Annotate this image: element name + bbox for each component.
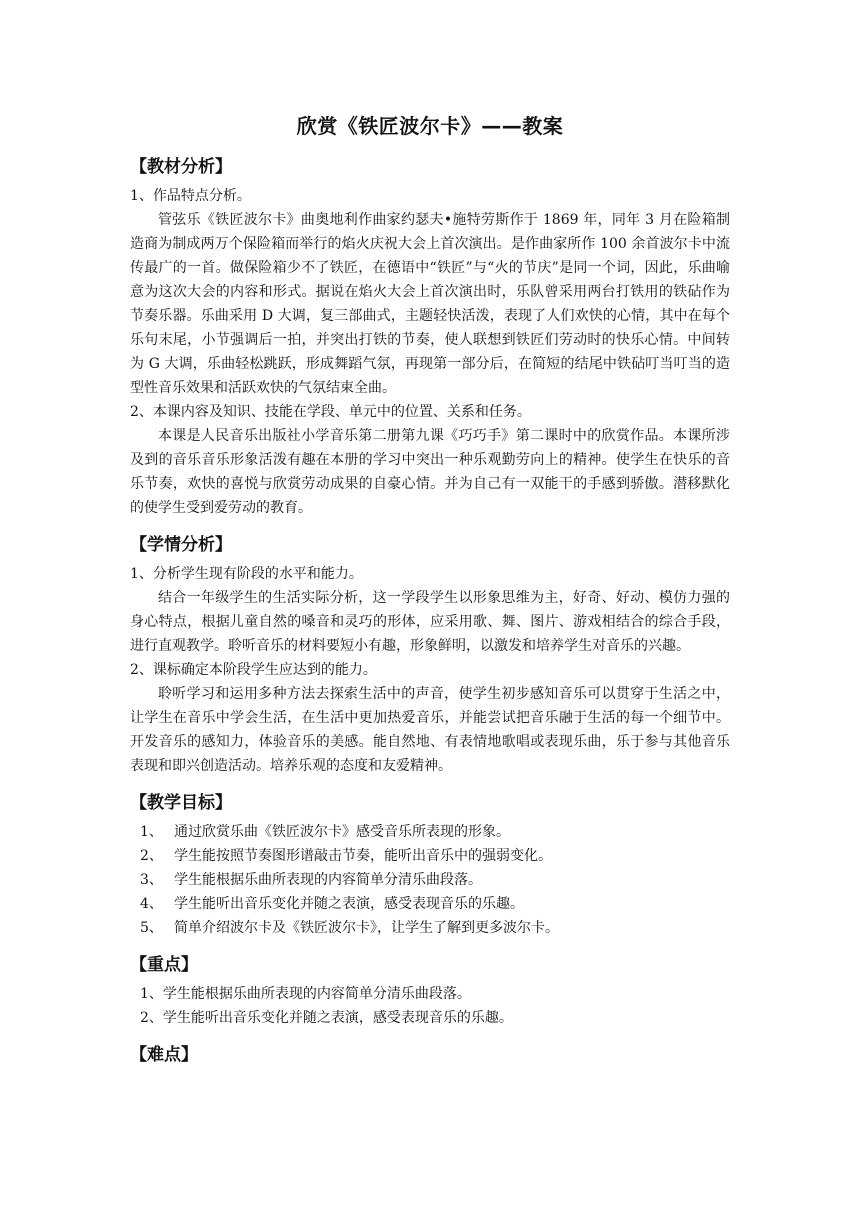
goal-text: 学生能听出音乐变化并随之表演，感受表现音乐的乐趣。 (174, 896, 524, 912)
students-item-2-label: 2、课标确定本阶段学生应达到的能力。 (130, 662, 377, 678)
students-item-1-paragraph: 结合一年级学生的生活实际分析，这一学段学生以形象思维为主，好奇、好动、模仿力强的身心特点，根据儿童自然的嗓音和灵巧的形体，应采用歌、舞、图片、游戏相结合的综合手段，进行直观教学。聆听音乐的材料要短小有趣，形象鲜明，以激发和培养学生对音乐的兴趣。 (130, 590, 730, 654)
section-heading-students: 【学情分析】 (130, 535, 232, 555)
students-item-1-label: 1、分析学生现有阶段的水平和能力。 (130, 566, 363, 582)
goal-item (130, 892, 730, 916)
textbook-item-2-paragraph: 本课是人民音乐出版社小学音乐第二册第九课《巧巧手》第二课时中的欣赏作品。本课所涉及到的音乐音乐形象活泼有趣在本册的学习中突出一种乐观勤劳向上的精神。使学生在快乐的音乐节奏，欢快的喜悦与欣赏劳动成果的自豪心情。并为自己有一双能干的手感到骄傲。潜移默化的使学生受到爱劳动的教育。 (130, 428, 730, 516)
document-title: 欣赏《铁匠波尔卡》——教案 (296, 114, 564, 138)
section-heading-difficult: 【难点】 (130, 1045, 198, 1065)
section-textbook-analysis (130, 154, 730, 520)
goal-item (130, 868, 730, 892)
document-page (130, 112, 730, 1072)
goal-item (130, 820, 730, 844)
textbook-item-1-paragraph: 管弦乐《铁匠波尔卡》曲奥地利作曲家约瑟夫•施特劳斯作于 1869 年，同年 3 月在险箱制造商为制成两万个保险箱而举行的焰火庆祝大会上首次演出。是作曲家所作 100 余首波尔卡中流传最广的一首。做保险箱少不了铁匠，在德语中“铁匠”与“火的节庆”是同一个词，因此，乐曲喻意为这次大会的内容和形式。据说在焰火大会上首次演出时，乐队曾采用两台打铁用的铁砧作为节奏乐器。乐曲采用 D 大调，复三部曲式，主题轻快活泼，表现了人们欢快的心情，其中在每个乐句末尾，小节强调后一拍，并突出打铁的节奏，使人联想到铁匠们劳动时的快乐心情。中间转为 G 大调，乐曲轻松跳跃，形成舞蹈气氛，再现第一部分后，在简短的结尾中铁砧叮当叮当的造型性音乐效果和活跃欢快的气氛结束全曲。 (130, 212, 730, 396)
goal-number: 4、 (140, 896, 163, 912)
goal-text: 简单介绍波尔卡及《铁匠波尔卡》，让学生了解到更多波尔卡。 (174, 920, 559, 936)
section-student-analysis (130, 532, 730, 778)
goal-number: 2、 (140, 848, 163, 864)
goal-text: 通过欣赏乐曲《铁匠波尔卡》感受音乐所表现的形象。 (174, 824, 510, 840)
goal-item (130, 916, 730, 940)
section-key-points (130, 952, 730, 1030)
goal-item (130, 844, 730, 868)
section-teaching-goals (130, 790, 730, 940)
goal-number: 1、 (140, 824, 163, 840)
students-item-2-paragraph: 聆听学习和运用多种方法去探索生活中的声音，使学生初步感知音乐可以贯穿于生活之中，让学生在音乐中学会生活，在生活中更加热爱音乐，并能尝试把音乐融于生活的每一个细节中。开发音乐的感知力，体验音乐的美感。能自然地、有表情地歌唱或表现乐曲，乐于参与其他音乐表现和即兴创造活动。培养乐观的态度和友爱精神。 (130, 686, 730, 774)
key-point-item: 1、学生能根据乐曲所表现的内容简单分清乐曲段落。 (140, 986, 471, 1002)
goal-number: 3、 (140, 872, 163, 888)
section-difficult-points (130, 1042, 730, 1068)
section-heading-goals: 【教学目标】 (130, 793, 232, 813)
goal-text: 学生能按照节奏图形谱敲击节奏，能听出音乐中的强弱变化。 (174, 848, 552, 864)
section-heading-textbook: 【教材分析】 (130, 157, 232, 177)
textbook-item-2-label: 2、本课内容及知识、技能在学段、单元中的位置、关系和任务。 (130, 404, 531, 420)
goal-text: 学生能根据乐曲所表现的内容简单分清乐曲段落。 (174, 872, 482, 888)
key-point-item: 2、学生能听出音乐变化并随之表演，感受表现音乐的乐趣。 (140, 1010, 513, 1026)
goal-number: 5、 (140, 920, 163, 936)
textbook-item-1-label: 1、作品特点分析。 (130, 188, 251, 204)
section-heading-key: 【重点】 (130, 955, 198, 975)
